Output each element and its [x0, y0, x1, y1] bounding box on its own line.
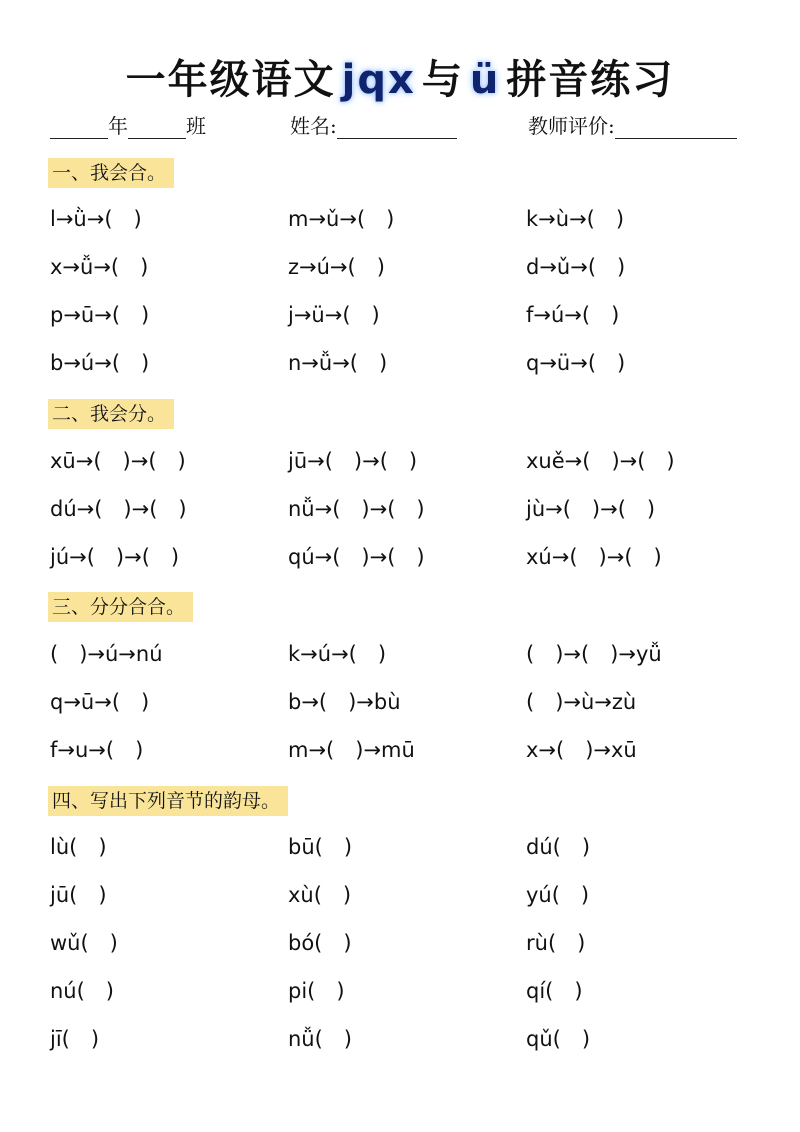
- exercise-item: rù( ): [526, 931, 586, 955]
- exercise-row: [0, 298, 800, 332]
- exercise-item: jī( ): [50, 1027, 100, 1051]
- section-2-heading: 二、我会分。: [48, 399, 174, 429]
- name-blank[interactable]: [337, 116, 457, 139]
- exercise-row: [0, 733, 800, 767]
- exercise-item: qí( ): [526, 979, 583, 1003]
- exercise-row: [0, 637, 800, 671]
- exercise-item: jú→( )→( ): [50, 545, 180, 569]
- exercise-item: xù( ): [288, 883, 352, 907]
- exercise-item: jū( ): [50, 883, 107, 907]
- exercise-item: n→ǚ→( ): [288, 351, 388, 375]
- exercise-row: [0, 1022, 800, 1056]
- exercise-item: jù→( )→( ): [526, 497, 656, 521]
- exercise-row: [0, 346, 800, 380]
- exercise-item: k→ù→( ): [526, 207, 625, 231]
- exercise-item: x→ǚ→( ): [50, 255, 149, 279]
- exercise-item: ( )→ù→zù: [526, 690, 637, 714]
- exercise-item: dú→( )→( ): [50, 497, 187, 521]
- exercise-item: m→ǔ→( ): [288, 207, 395, 231]
- exercise-item: xú→( )→( ): [526, 545, 662, 569]
- exercise-item: l→ǜ→( ): [50, 207, 142, 231]
- grade-blank[interactable]: [50, 116, 108, 139]
- grade-class-group: [50, 110, 206, 139]
- section-3-heading: 三、分分合合。: [48, 592, 193, 622]
- exercise-item: dú( ): [526, 835, 591, 859]
- exercise-item: x→( )→xū: [526, 738, 637, 762]
- exercise-item: z→ú→( ): [288, 255, 385, 279]
- exercise-item: q→ü→( ): [526, 351, 626, 375]
- exercise-item: f→u→( ): [50, 738, 144, 762]
- exercise-item: qú→( )→( ): [288, 545, 425, 569]
- title-left: 一年级语文: [125, 56, 336, 103]
- exercise-row: [0, 250, 800, 284]
- exercise-item: pi( ): [288, 979, 345, 1003]
- exercise-row: [0, 444, 800, 478]
- exercise-item: lù( ): [50, 835, 107, 859]
- exercise-item: nú( ): [50, 979, 115, 1003]
- exercise-item: q→ū→( ): [50, 690, 150, 714]
- exercise-row: [0, 685, 800, 719]
- title-right: 拼音练习: [506, 56, 675, 103]
- exercise-row: [0, 492, 800, 526]
- exercise-item: b→( )→bù: [288, 690, 401, 714]
- exercise-item: ( )→ú→nú: [50, 642, 163, 666]
- exercise-item: bū( ): [288, 835, 353, 859]
- class-blank[interactable]: [128, 116, 186, 139]
- exercise-row: [0, 974, 800, 1008]
- exercise-item: xuě→( )→( ): [526, 449, 675, 473]
- exercise-item: k→ú→( ): [288, 642, 387, 666]
- name-group: [290, 110, 457, 139]
- exercise-item: nǚ→( )→( ): [288, 497, 425, 521]
- exercise-row: [0, 878, 800, 912]
- exercise-row: [0, 926, 800, 960]
- page-title: [0, 48, 800, 105]
- exercise-item: f→ú→( ): [526, 303, 620, 327]
- exercise-item: xū→( )→( ): [50, 449, 186, 473]
- teacher-eval-blank[interactable]: [615, 116, 737, 139]
- exercise-item: qǔ( ): [526, 1027, 591, 1051]
- exercise-item: j→ü→( ): [288, 303, 380, 327]
- exercise-item: wǔ( ): [50, 931, 118, 955]
- name-label: 姓名:: [290, 114, 337, 138]
- title-highlight-u: ü: [469, 57, 501, 103]
- exercise-item: b→ú→( ): [50, 351, 150, 375]
- class-label: 班: [186, 114, 206, 138]
- title-highlight-jqx: jqx: [341, 57, 416, 103]
- title-mid: 与: [421, 56, 464, 103]
- exercise-row: [0, 540, 800, 574]
- exercise-item: bó( ): [288, 931, 352, 955]
- section-4-heading: 四、写出下列音节的韵母。: [48, 786, 288, 816]
- grade-label: 年: [108, 114, 128, 138]
- exercise-item: jū→( )→( ): [288, 449, 418, 473]
- exercise-item: m→( )→mū: [288, 738, 415, 762]
- exercise-item: d→ǔ→( ): [526, 255, 626, 279]
- teacher-eval-group: [528, 110, 737, 139]
- teacher-eval-label: 教师评价:: [528, 114, 615, 138]
- exercise-item: p→ū→( ): [50, 303, 150, 327]
- student-info-line: [50, 110, 750, 140]
- exercise-item: yú( ): [526, 883, 590, 907]
- exercise-row: [0, 830, 800, 864]
- exercise-item: nǚ( ): [288, 1027, 353, 1051]
- section-1-heading: 一、我会合。: [48, 158, 174, 188]
- exercise-item: ( )→( )→yǚ: [526, 642, 662, 666]
- exercise-row: [0, 202, 800, 236]
